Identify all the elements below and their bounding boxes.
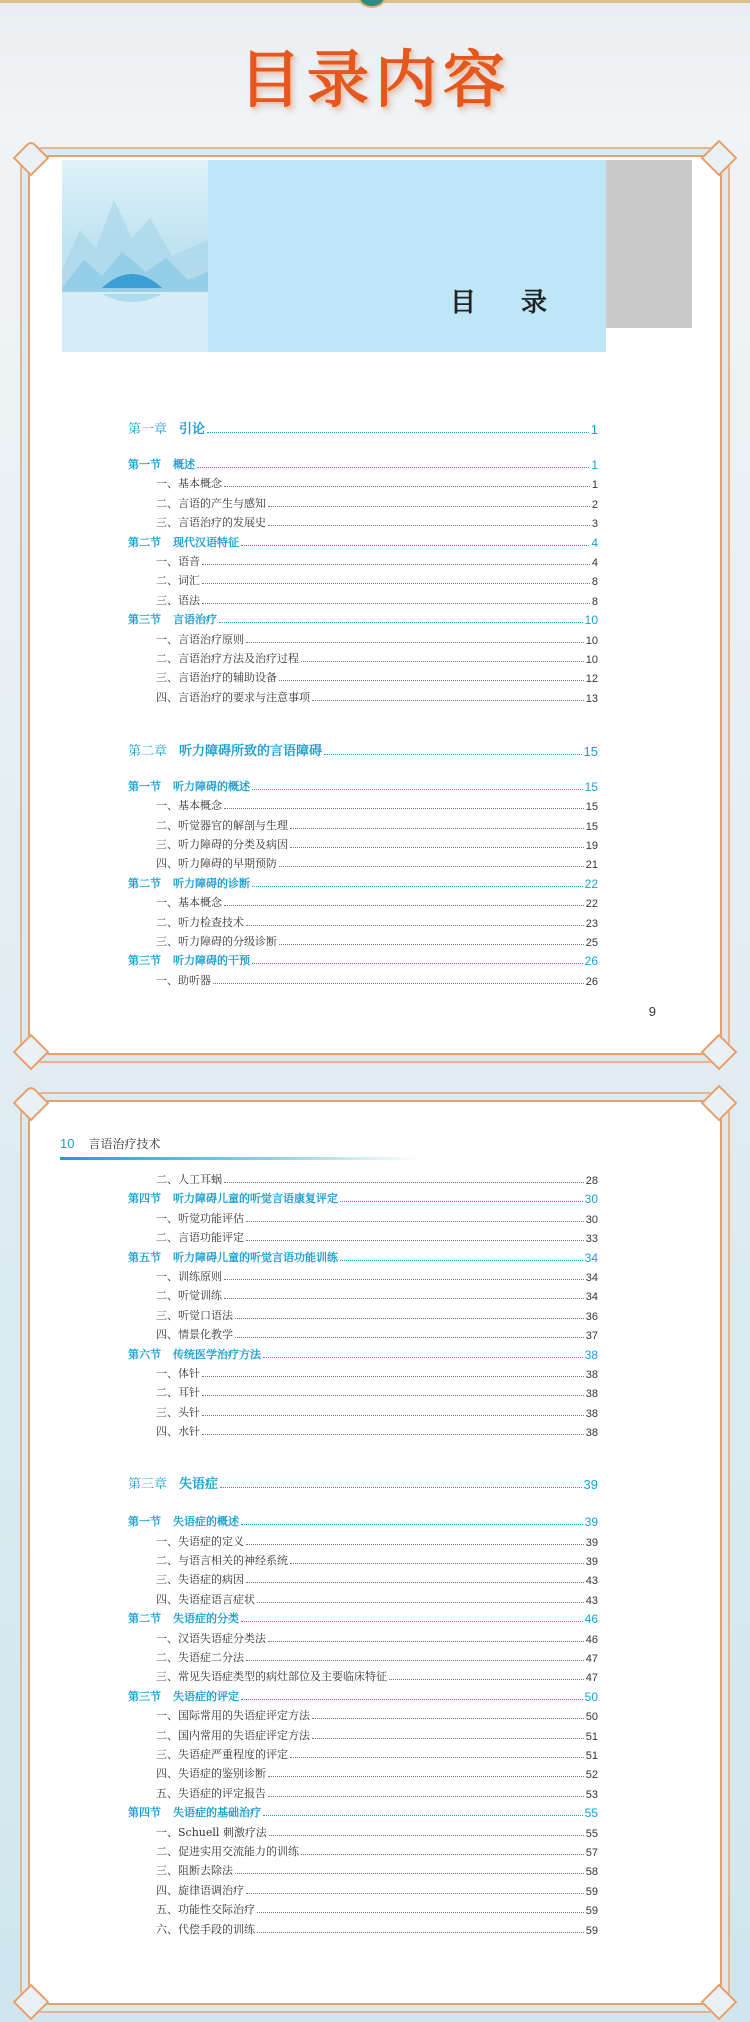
dot-leader [241,1621,583,1622]
entry-page-number: 15 [585,801,598,814]
dot-leader [246,1221,584,1222]
dot-leader [213,983,584,984]
item-title: 二、言语治疗方法及治疗过程 [156,652,299,665]
dot-leader [257,1912,584,1913]
item-title: 一、训练原则 [156,1270,222,1283]
item-title: 二、言语的产生与感知 [156,496,266,510]
dot-leader [290,847,584,848]
dot-leader [312,1718,584,1719]
toc-entry-item[interactable] [128,1402,598,1420]
entry-page-number: 50 [584,1689,598,1704]
frame-corner [701,1085,738,1122]
section-number: 第四节 [128,1192,161,1206]
entry-page-number: 37 [585,1330,598,1343]
dot-leader [257,1932,584,1933]
toc-entry-item[interactable] [128,1285,598,1303]
section-number: 第五节 [128,1250,161,1264]
item-title: 四、失语症的鉴别诊断 [156,1767,266,1781]
toc-entry-item[interactable] [128,1305,598,1323]
item-title: 三、听觉口语法 [156,1308,233,1322]
dot-leader [197,467,589,468]
entry-page-number: 39 [585,1556,598,1568]
item-title: 一、语音 [156,555,200,568]
dot-leader [246,1582,584,1583]
dot-leader [263,1815,583,1816]
toc-entry-item[interactable] [128,493,598,511]
entry-page-number: 36 [585,1310,598,1323]
entry-page-number: 26 [585,975,598,988]
dot-leader [340,1260,583,1261]
running-title: 言语治疗技术 [88,1137,161,1151]
item-title: 三、言语治疗的辅助设备 [156,671,277,685]
entry-page-number: 38 [585,1369,598,1381]
dot-leader [235,1873,584,1874]
dot-leader [202,1434,584,1435]
toc-entry-item[interactable] [128,1382,598,1400]
toc-entry-item[interactable] [128,1666,598,1684]
toc-page-2 [28,1100,722,2005]
toc-entry-item[interactable] [128,1763,598,1781]
entry-page-number: 10 [585,654,598,666]
item-title: 一、国际常用的失语症评定方法 [156,1709,310,1723]
entry-page-number: 8 [591,595,598,608]
dot-leader [202,603,590,604]
entry-page-number: 13 [585,692,598,705]
toc-entry-item[interactable] [128,1550,598,1568]
section-number: 第三节 [128,954,161,968]
frame-corner [701,1034,738,1071]
toc-entry-section[interactable] [128,1686,598,1704]
toc-entry-item[interactable] [128,912,598,930]
dot-leader [312,700,584,701]
frame-corner [13,1034,50,1071]
section-title: 现代汉语特征 [173,535,239,549]
dot-leader [268,1641,584,1642]
toc-entry-item[interactable] [128,1169,598,1187]
toc-entry-item[interactable] [128,1860,598,1878]
item-title: 二、国内常用的失语症评定方法 [156,1728,310,1742]
entry-page-number: 57 [585,1847,598,1859]
toc-entry-item[interactable] [128,1589,598,1607]
item-title: 三、听力障碍的分类及病因 [156,838,288,851]
item-title: 一、失语症的定义 [156,1534,244,1548]
entry-page-number: 55 [584,1806,598,1821]
entry-page-number: 15 [584,779,598,794]
toc-entry-section[interactable] [128,873,598,891]
toc-entry-item[interactable] [128,1421,598,1439]
dot-leader [202,1395,584,1396]
toc-entry-item[interactable] [128,1744,598,1762]
entry-page-number: 43 [585,1575,598,1588]
toc-entry-item[interactable] [128,970,598,988]
section-title: 听力障碍儿童的听觉言语康复评定 [173,1192,338,1206]
landscape-illustration [62,160,208,352]
toc-entry-section[interactable] [128,1247,598,1265]
entry-page-number: 51 [585,1730,598,1743]
entry-page-number: 30 [584,1192,598,1207]
section-title: 听力障碍儿童的听觉言语功能训练 [173,1250,338,1264]
dot-leader [219,622,583,623]
item-title: 一、基本概念 [156,896,222,910]
chapter-number: 第三章 [128,1477,168,1493]
toc-entry-item[interactable] [128,931,598,949]
item-title: 一、基本概念 [156,799,222,813]
entry-page-number: 23 [585,917,598,930]
item-title: 二、词汇 [156,574,200,588]
entry-page-number: 58 [585,1866,598,1879]
section-number: 第二节 [128,1612,161,1626]
item-title: 二、听觉器官的解剖与生理 [156,818,288,832]
entry-page-number: 39 [583,1477,598,1493]
entry-page-number: 28 [585,1175,598,1187]
section-title: 听力障碍的概述 [173,779,250,793]
item-title: 五、功能性交际治疗 [156,1903,255,1917]
page-number: 9 [648,1004,656,1019]
item-title: 一、言语治疗原则 [156,632,244,646]
toc-entry-section[interactable] [128,1608,598,1626]
dot-leader [269,1835,584,1836]
item-title: 二、耳针 [156,1386,200,1400]
toc-entry-item[interactable] [128,834,598,852]
item-title: 二、言语功能评定 [156,1231,244,1245]
item-title: 四、听力障碍的早期预防 [156,857,277,871]
item-title: 四、水针 [156,1425,200,1439]
entry-page-number: 59 [585,1885,598,1898]
item-title: 二、失语症二分法 [156,1651,244,1664]
entry-page-number: 46 [584,1612,598,1627]
dot-leader [252,886,583,887]
toc-entry-item[interactable] [128,1569,598,1587]
entry-page-number: 38 [585,1388,598,1401]
entry-page-number: 51 [585,1750,598,1762]
dot-leader [224,1279,584,1280]
toc-entry-item[interactable] [128,570,598,588]
item-title: 一、基本概念 [156,477,222,491]
entry-page-number: 8 [591,576,598,589]
section-title: 言语治疗 [173,613,217,627]
toc-entry-item[interactable] [128,1324,598,1342]
item-title: 三、头针 [156,1405,200,1419]
entry-page-number: 50 [585,1711,598,1724]
section-number: 第六节 [128,1347,161,1361]
entry-page-number: 39 [584,1515,598,1530]
chapter-number: 第二章 [128,743,168,759]
entry-page-number: 52 [585,1769,598,1782]
dot-leader [268,525,590,526]
toc-entry-section[interactable] [128,609,598,627]
toc-entry-item[interactable] [128,629,598,647]
toc-entry-section[interactable] [128,532,598,550]
entry-page-number: 34 [584,1250,598,1265]
dot-leader [224,486,590,487]
frame-corner [13,1984,50,2021]
section-number: 第四节 [128,1806,161,1820]
item-title: 一、汉语失语症分类法 [156,1631,266,1645]
section-number: 第三节 [128,1689,161,1703]
dot-leader [224,905,584,906]
section-number: 第二节 [128,535,161,549]
chapter-title: 失语症 [179,1477,219,1493]
section-title: 概述 [173,458,195,471]
section-number: 第二节 [128,876,161,890]
dot-leader [246,1544,584,1545]
dot-leader [268,506,590,507]
toc-page-1 [28,155,722,1055]
dot-leader [268,1776,584,1777]
toc-entry-item[interactable] [128,1208,598,1226]
item-title: 三、失语症的病因 [156,1573,244,1587]
entry-page-number: 59 [585,1924,598,1937]
item-title: 三、阻断去除法 [156,1864,233,1878]
dot-leader [202,1415,584,1416]
entry-page-number: 22 [585,898,598,911]
toc-entry-section[interactable] [128,950,598,968]
header-block [606,160,692,328]
dot-leader [246,925,584,926]
dot-leader [202,1376,584,1377]
entry-page-number: 10 [585,634,598,647]
section-title: 失语症的概述 [173,1515,239,1529]
item-title: 二、听觉训练 [156,1289,222,1303]
section-number: 第一节 [128,779,161,793]
entry-page-number: 15 [583,743,598,759]
dot-leader [340,1201,583,1202]
entry-page-number: 34 [585,1272,598,1284]
entry-page-number: 19 [585,840,598,852]
section-number: 第一节 [128,1515,161,1529]
entry-page-number: 25 [585,937,598,949]
section-title: 失语症的分类 [173,1612,239,1626]
entry-page-number: 12 [585,673,598,686]
toc-entry-item[interactable] [128,648,598,666]
toc-entry-item[interactable] [128,1822,598,1840]
section-title: 传统医学治疗方法 [173,1347,261,1361]
section-title: 失语症的基础治疗 [173,1806,261,1820]
toc-entry-item[interactable] [128,590,598,608]
item-title: 二、促进实用交流能力的训练 [156,1845,299,1858]
item-title: 二、与语言相关的神经系统 [156,1554,288,1567]
item-title: 一、体针 [156,1367,200,1380]
toc-entry-item[interactable] [128,1647,598,1665]
item-title: 一、助听器 [156,973,211,987]
toc-entry-item[interactable] [128,1841,598,1859]
dot-leader [202,583,590,584]
entry-page-number: 10 [584,613,598,628]
chapter-number: 第一章 [128,422,168,437]
dot-leader [224,1182,584,1183]
entry-page-number: 26 [584,954,598,969]
entry-page-number: 55 [585,1827,598,1840]
item-title: 三、听力障碍的分级诊断 [156,935,277,948]
dot-leader [301,661,584,662]
toc-entry-section[interactable] [128,1802,598,1820]
section-title: 听力障碍的干预 [173,954,250,968]
dot-leader [290,828,584,829]
section-number: 第三节 [128,613,161,627]
dot-leader [290,1563,584,1564]
running-header [60,1135,440,1157]
item-title: 四、言语治疗的要求与注意事项 [156,690,310,704]
entry-page-number: 3 [591,518,598,531]
toc-entry-item[interactable] [128,1705,598,1723]
dot-leader [241,1524,583,1525]
dot-leader [279,944,584,945]
toc-entry-item[interactable] [128,473,598,491]
dot-leader [246,1893,584,1894]
toc-entry-section[interactable] [128,1188,598,1206]
toc-entry-chapter[interactable] [128,741,598,759]
dot-leader [252,789,583,790]
toc-entry-item[interactable] [128,1880,598,1898]
toc-entry-section[interactable] [128,776,598,794]
chapter-title: 听力障碍所致的言语障碍 [179,743,323,759]
dot-leader [389,1679,584,1680]
item-title: 四、情景化教学 [156,1328,233,1342]
dot-leader [246,1660,584,1661]
toc-entry-item[interactable] [128,892,598,910]
item-title: 三、常见失语症类型的病灶部位及主要临床特征 [156,1670,387,1684]
toc-entry-section[interactable] [128,454,598,472]
toc-entry-item[interactable] [128,667,598,685]
dot-leader [257,1602,584,1603]
header-band [208,160,606,352]
item-title: 二、人工耳蜗 [156,1173,222,1186]
item-title: 一、听觉功能评估 [156,1211,244,1225]
toc-entry-chapter[interactable] [128,419,598,437]
item-title: 一、Schuell 刺激疗法 [156,1825,267,1839]
dot-leader [241,545,589,546]
entry-page-number: 34 [585,1291,598,1304]
dot-leader [235,1337,584,1338]
dot-leader [301,1854,584,1855]
running-page-number: 10 [60,1136,75,1151]
item-title: 三、言语治疗的发展史 [156,516,266,530]
item-title: 四、失语症语言症状 [156,1592,255,1606]
entry-page-number: 1 [590,422,598,437]
item-title: 五、失语症的评定报告 [156,1786,266,1800]
chapter-title: 引论 [179,422,206,437]
toc-entry-item[interactable] [128,1725,598,1743]
dot-leader [312,1738,584,1739]
dot-leader [324,754,582,755]
entry-page-number: 22 [584,876,598,891]
toc-entry-item[interactable] [128,687,598,705]
toc-heading: 目 录 [450,288,566,318]
dot-leader [252,963,583,964]
section-title: 失语症的评定 [173,1689,239,1703]
entry-page-number: 15 [585,820,598,833]
dot-leader [224,1298,584,1299]
toc-entry-item[interactable] [128,1363,598,1381]
dot-leader [268,1796,584,1797]
dot-leader [241,1699,583,1700]
item-title: 三、失语症严重程度的评定 [156,1748,288,1761]
entry-page-number: 33 [585,1233,598,1246]
toc-entry-section[interactable] [128,1344,598,1362]
dot-leader [290,1757,584,1758]
dot-leader [246,642,584,643]
toc-entry-item[interactable] [128,815,598,833]
entry-page-number: 30 [585,1213,598,1226]
frame-corner [13,1085,50,1122]
toc-entry-item[interactable] [128,512,598,530]
dot-leader [202,564,590,565]
frame-corner [13,140,50,177]
page-title: 目录内容 [238,43,511,116]
entry-page-number: 1 [591,458,598,472]
item-title: 四、旋律语调治疗 [156,1883,244,1897]
frame-corner [701,140,738,177]
toc-entry-item[interactable] [128,1899,598,1917]
toc-entry-item[interactable] [128,1783,598,1801]
entry-page-number: 38 [585,1407,598,1420]
frame-corner [701,1984,738,2021]
toc-entry-item[interactable] [128,551,598,569]
toc-entry-item[interactable] [128,1919,598,1937]
entry-page-number: 4 [591,557,598,569]
entry-page-number: 59 [585,1905,598,1918]
entry-page-number: 1 [591,479,598,492]
dot-leader [246,1240,584,1241]
top-ornament [358,0,386,8]
dot-leader [279,680,584,681]
entry-page-number: 43 [585,1594,598,1607]
toc-entry-item[interactable] [128,795,598,813]
entry-page-number: 53 [585,1788,598,1801]
entry-page-number: 2 [591,498,598,511]
section-number: 第一节 [128,458,161,471]
entry-page-number: 38 [584,1347,598,1362]
item-title: 六、代偿手段的训练 [156,1922,255,1936]
entry-page-number: 21 [585,859,598,872]
running-header-rule [60,1157,420,1160]
toc-entry-item[interactable] [128,1266,598,1284]
dot-leader [235,1318,584,1319]
entry-page-number: 46 [585,1633,598,1646]
dot-leader [279,866,584,867]
entry-page-number: 38 [585,1427,598,1440]
entry-page-number: 47 [585,1672,598,1685]
toc-entry-chapter[interactable] [128,1474,598,1492]
section-title: 听力障碍的诊断 [173,876,250,890]
dot-leader [263,1357,583,1358]
item-title: 二、听力检查技术 [156,915,244,929]
toc-entry-section[interactable] [128,1511,598,1529]
entry-page-number: 39 [585,1536,598,1549]
entry-page-number: 47 [585,1653,598,1665]
dot-leader [207,432,589,433]
dot-leader [220,1487,582,1488]
toc-entry-item[interactable] [128,853,598,871]
entry-page-number: 4 [591,535,598,550]
dot-leader [224,808,584,809]
toc-entry-item[interactable] [128,1227,598,1245]
toc-entry-item[interactable] [128,1628,598,1646]
item-title: 三、语法 [156,593,200,607]
toc-entry-item[interactable] [128,1531,598,1549]
